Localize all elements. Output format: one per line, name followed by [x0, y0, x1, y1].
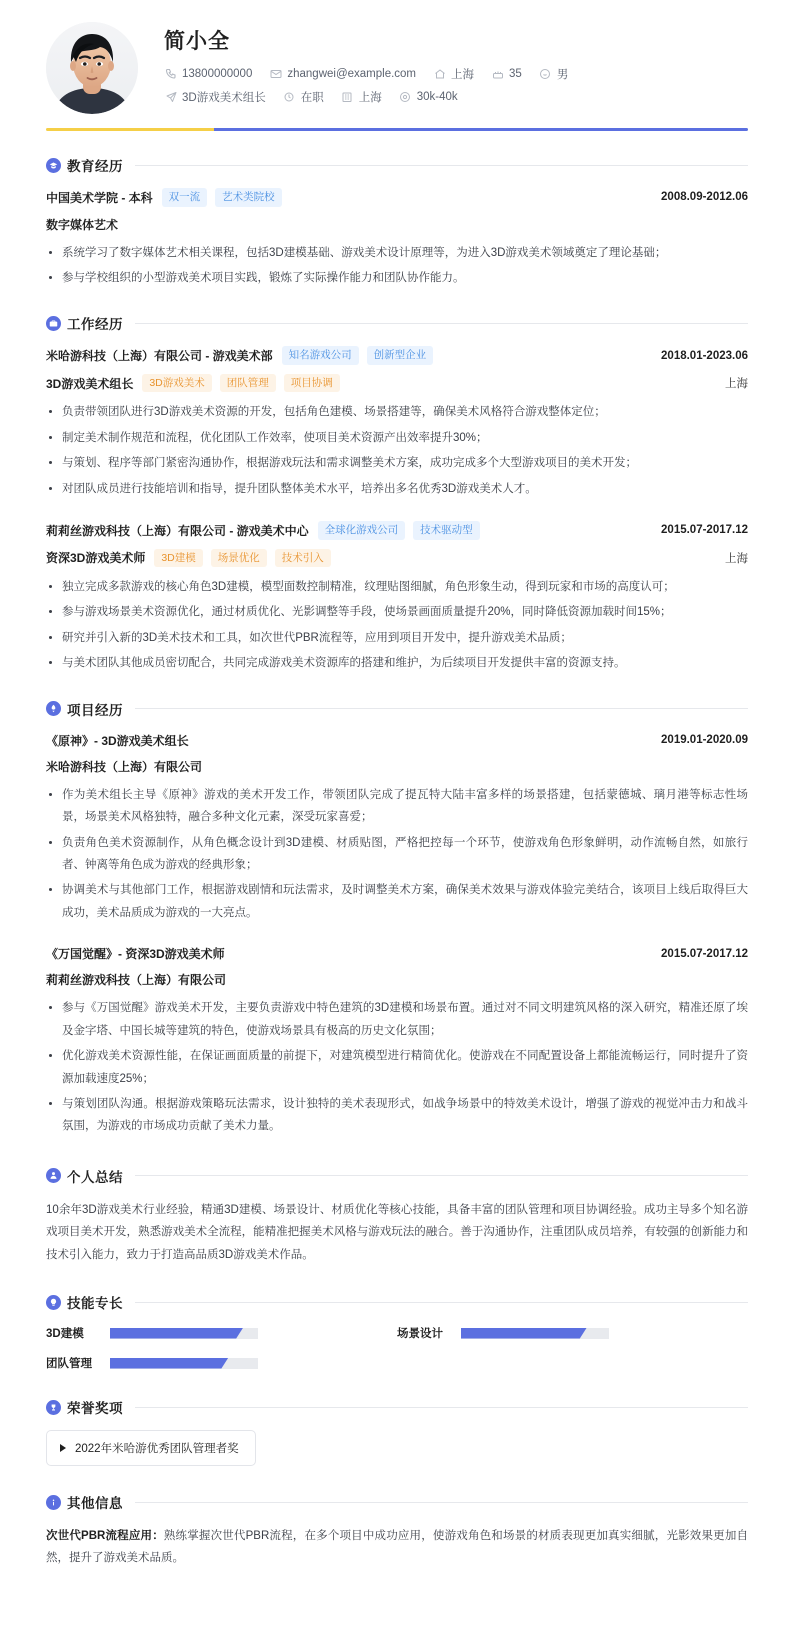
section-rule: [135, 708, 748, 709]
mail-icon: [269, 68, 282, 81]
section-title-projects: 项目经历: [67, 702, 123, 718]
info-icon: [46, 1495, 61, 1510]
person-icon: [46, 1168, 61, 1183]
list-item: 研究并引入新的3D美术技术和工具，如次世代PBR流程等，应用到项目开发中，提升游戏美术品质；: [46, 627, 748, 649]
project-name: 《原神》- 3D游戏美术组长: [46, 733, 189, 748]
project-entry: [46, 945, 748, 1138]
section-rule: [135, 1502, 748, 1503]
education-bullets: [46, 242, 748, 290]
home-icon: [433, 68, 446, 81]
section-title-skills: 技能专长: [67, 1296, 123, 1312]
avatar-photo-icon: [46, 22, 138, 114]
avatar: [46, 22, 138, 114]
education-date: 2008.09-2012.06: [661, 191, 748, 204]
work-role-tag: 场景优化: [211, 549, 267, 568]
list-item: 独立完成多款游戏的核心角色3D建模，模型面数控制精准，纹理贴图细腻，角色形象生动，得到玩家和市场的高度认可；: [46, 576, 748, 598]
section-title-awards: 荣誉奖项: [67, 1401, 123, 1417]
skill-progress-track: [110, 1328, 258, 1339]
education-entry: [46, 188, 748, 289]
contact-row-secondary: [164, 89, 748, 105]
section-title-summary: 个人总结: [67, 1169, 123, 1185]
section-education: [0, 155, 794, 289]
skill-name: 3D建模: [46, 1328, 84, 1341]
education-tag: 双一流: [162, 188, 208, 207]
play-triangle-icon: [60, 1444, 66, 1452]
project-company: 米哈游科技（上海）有限公司: [46, 759, 203, 774]
list-item: 作为美术组长主导《原神》游戏的美术开发工作，带领团队完成了提瓦特大陆丰富多样的场景搭建，包括蒙德城、璃月港等标志性场景，场景美术风格独特，融合多种文化元素，深受玩家喜爱；: [46, 784, 748, 829]
list-item: 参与游戏场景美术资源优化，通过材质优化、光影调整等手段，使场景画面质量提升20%，同时降低资源加载时间15%；: [46, 601, 748, 623]
work-company: 米哈游科技（上海）有限公司 - 游戏美术部: [46, 349, 273, 364]
skill-progress-fill: [461, 1328, 587, 1339]
work-role: 3D游戏美术组长: [46, 376, 134, 391]
phone-icon: [164, 68, 177, 81]
work-company-tag: 创新型企业: [367, 346, 434, 365]
project-date: 2015.07-2017.12: [661, 947, 748, 960]
work-company: 莉莉丝游戏科技（上海）有限公司 - 游戏美术中心: [46, 523, 309, 538]
award-item[interactable]: [46, 1430, 256, 1466]
skill-row: [46, 1325, 397, 1341]
skill-row: [46, 1355, 397, 1371]
gender-icon: [539, 68, 552, 81]
summary-text: 10余年3D游戏美术行业经验，精通3D建模、场景设计、材质优化等核心技能，具备丰富的团队管理和项目协调经验。成功主导多个知名游戏项目美术开发，熟悉游戏美术全流程，能精准把握美术风格与游戏玩法的融合。善于沟通协作，注重团队成员培养，有较强的创新能力和技术引入能力，致力于打造高品质3D游戏美术作品。: [46, 1203, 748, 1261]
section-header-summary: [46, 1166, 748, 1186]
work-entry-company-line: [46, 521, 748, 540]
job-status: [283, 89, 324, 105]
education-entry-headline: [46, 188, 748, 207]
section-header-awards: [46, 1397, 748, 1417]
divider-accent-blue: [214, 128, 748, 131]
contact-phone-value: 13800000000: [182, 68, 253, 80]
job-target: [164, 89, 266, 105]
job-target-value: 3D游戏美术组长: [182, 92, 266, 104]
skills-grid: [46, 1325, 748, 1371]
section-header-projects: [46, 699, 748, 719]
list-item: 负责带领团队进行3D游戏美术资源的开发，包括角色建模、场景搭建等，确保美术风格符合游戏整体定位；: [46, 401, 748, 423]
skill-progress-fill: [110, 1358, 228, 1369]
list-item: 参与《万国觉醒》游戏美术开发，主要负责游戏中特色建筑的3D建模和场景布置。通过对不同文明建筑风格的深入研究，精准还原了埃及金字塔、中国长城等建筑的特色，使游戏场景具有极高的历史文化氛围；: [46, 997, 748, 1042]
status-icon: [283, 91, 296, 104]
section-header-work: [46, 313, 748, 333]
education-major: 数字媒体艺术: [46, 217, 119, 232]
section-rule: [135, 1302, 748, 1303]
contact-gender-value: 男: [556, 69, 569, 81]
work-entry-role-line: [46, 374, 748, 393]
list-item: 负责角色美术资源制作，从角色概念设计到3D建模、材质贴图，严格把控每一个环节，使游戏角色形象鲜明，动作流畅自然，如旅行者、钟离等角色成为游戏的经典形象；: [46, 832, 748, 877]
project-entry: [46, 732, 748, 925]
contact-phone: [164, 68, 252, 81]
work-entry: [46, 346, 748, 500]
list-item: 与策划、程序等部门紧密沟通协作，根据游戏玩法和需求调整美术方案，成功完成多个大型游戏项目的美术开发；: [46, 452, 748, 474]
work-role-tag: 项目协调: [284, 374, 340, 393]
contact-hometown-value: 上海: [451, 69, 475, 81]
section-projects: [0, 699, 794, 1138]
briefcase-icon: [46, 316, 61, 331]
education-school: 中国美术学院 - 本科: [46, 190, 153, 205]
section-header-other: [46, 1492, 748, 1512]
work-location: 上海: [725, 378, 748, 391]
building-icon: [341, 91, 354, 104]
list-item: 优化游戏美术资源性能，在保证画面质量的前提下，对建筑模型进行精简优化。使游戏在不同配置设备上都能流畅运行，同时提升了资源加载速度25%；: [46, 1045, 748, 1090]
section-title-work: 工作经历: [67, 317, 123, 333]
work-company-tag: 知名游戏公司: [282, 346, 359, 365]
work-date: 2015.07-2017.12: [661, 524, 748, 537]
contact-email-value: zhangwei@example.com: [287, 68, 417, 80]
section-rule: [135, 323, 748, 324]
list-item: 制定美术制作规范和流程，优化团队工作效率，使项目美术资源产出效率提升30%；: [46, 427, 748, 449]
list-item: 系统学习了数字媒体艺术相关课程，包括3D建模基础、游戏美术设计原理等，为进入3D游戏美术领域奠定了理论基础；: [46, 242, 748, 264]
section-rule: [135, 165, 748, 166]
header-divider: [46, 128, 748, 131]
work-role-tag: 3D游戏美术: [142, 374, 211, 393]
work-bullets: [46, 576, 748, 675]
page-title: 简小全: [164, 30, 230, 53]
contact-row-primary: [164, 66, 748, 82]
work-entry-company-line: [46, 346, 748, 365]
skill-row: [397, 1325, 748, 1341]
education-tag: 艺术类院校: [215, 188, 282, 207]
work-company-tag: 技术驱动型: [413, 521, 480, 540]
skill-progress-fill: [110, 1328, 243, 1339]
divider-accent-yellow: [46, 128, 214, 131]
cake-icon: [491, 68, 504, 81]
job-status-value: 在职: [300, 92, 324, 104]
list-item: 与美术团队其他成员密切配合，共同完成游戏美术资源库的搭建和维护，为后续项目开发提供丰富的资源支持。: [46, 652, 748, 674]
contact-age-value: 35: [509, 68, 522, 80]
work-role-tag: 团队管理: [220, 374, 276, 393]
job-salary: [399, 91, 458, 104]
project-name: 《万国觉醒》- 资深3D游戏美术师: [46, 947, 225, 962]
list-item: 协调美术与其他部门工作，根据游戏剧情和玩法需求，及时调整美术方案，确保美术效果与游戏体验完美结合，该项目上线后取得巨大成功，美术品质成为游戏的一大亮点。: [46, 879, 748, 924]
section-rule: [135, 1175, 748, 1176]
project-company: 莉莉丝游戏科技（上海）有限公司: [46, 973, 227, 988]
section-title-other: 其他信息: [67, 1496, 123, 1512]
skill-name: 场景设计: [397, 1328, 443, 1341]
other-info-label: 次世代PBR流程应用：: [46, 1530, 164, 1543]
section-rule: [135, 1407, 748, 1408]
section-summary: [0, 1166, 794, 1266]
skill-progress-track: [110, 1358, 258, 1369]
job-city-value: 上海: [358, 92, 382, 104]
section-skills: [0, 1292, 794, 1371]
work-company-tag: 全球化游戏公司: [318, 521, 406, 540]
project-bullets: [46, 997, 748, 1138]
education-cap-icon: [46, 158, 61, 173]
award-label: 2022年米哈游优秀团队管理者奖: [75, 1443, 239, 1456]
other-info-block: [46, 1525, 748, 1570]
section-header-skills: [46, 1292, 748, 1312]
work-bullets: [46, 401, 748, 500]
project-date: 2019.01-2020.09: [661, 734, 748, 747]
contact-hometown: [433, 66, 474, 82]
contact-email: [269, 68, 416, 81]
project-bullets: [46, 784, 748, 925]
trophy-icon: [46, 1400, 61, 1415]
section-awards: [0, 1397, 794, 1466]
list-item: 参与学校组织的小型游戏美术项目实践，锻炼了实际操作能力和团队协作能力。: [46, 267, 748, 289]
section-other: [0, 1492, 794, 1570]
paper-plane-icon: [164, 91, 177, 104]
section-title-education: 教育经历: [67, 159, 123, 174]
rocket-icon: [46, 701, 61, 716]
section-work: [0, 313, 794, 674]
contact-age: [491, 68, 522, 81]
job-city: [341, 89, 382, 105]
project-entry-headline: [46, 945, 748, 962]
section-header-education: [46, 155, 748, 175]
work-entry: [46, 521, 748, 675]
coin-icon: [399, 91, 412, 104]
work-role-tag: 技术引入: [275, 549, 331, 568]
work-date: 2018.01-2023.06: [661, 349, 748, 362]
work-role: 资深3D游戏美术师: [46, 551, 146, 566]
skill-name: 团队管理: [46, 1358, 92, 1371]
work-entry-role-line: [46, 549, 748, 568]
resume-header: [0, 0, 794, 114]
contact-gender: [539, 66, 569, 82]
list-item: 对团队成员进行技能培训和指导，提升团队整体美术水平，培养出多名优秀3D游戏美术人才。: [46, 478, 748, 500]
other-info-text: 熟练掌握次世代PBR流程，在多个项目中成功应用，使游戏角色和场景的材质表现更加真实细腻，光影效果更加自然，提升了游戏美术品质。: [46, 1530, 749, 1565]
work-role-tag: 3D建模: [154, 549, 202, 568]
project-entry-headline: [46, 732, 748, 749]
job-salary-value: 30k-40k: [416, 91, 458, 103]
list-item: 与策划团队沟通。根据游戏策略玩法需求，设计独特的美术表现形式，如战争场景中的特效美术设计，增强了游戏的视觉冲击力和战斗氛围，为游戏的市场成功贡献了美术力量。: [46, 1093, 748, 1138]
work-location: 上海: [725, 552, 748, 565]
header-info: [138, 22, 748, 112]
lightbulb-icon: [46, 1295, 61, 1310]
skill-progress-track: [461, 1328, 609, 1339]
